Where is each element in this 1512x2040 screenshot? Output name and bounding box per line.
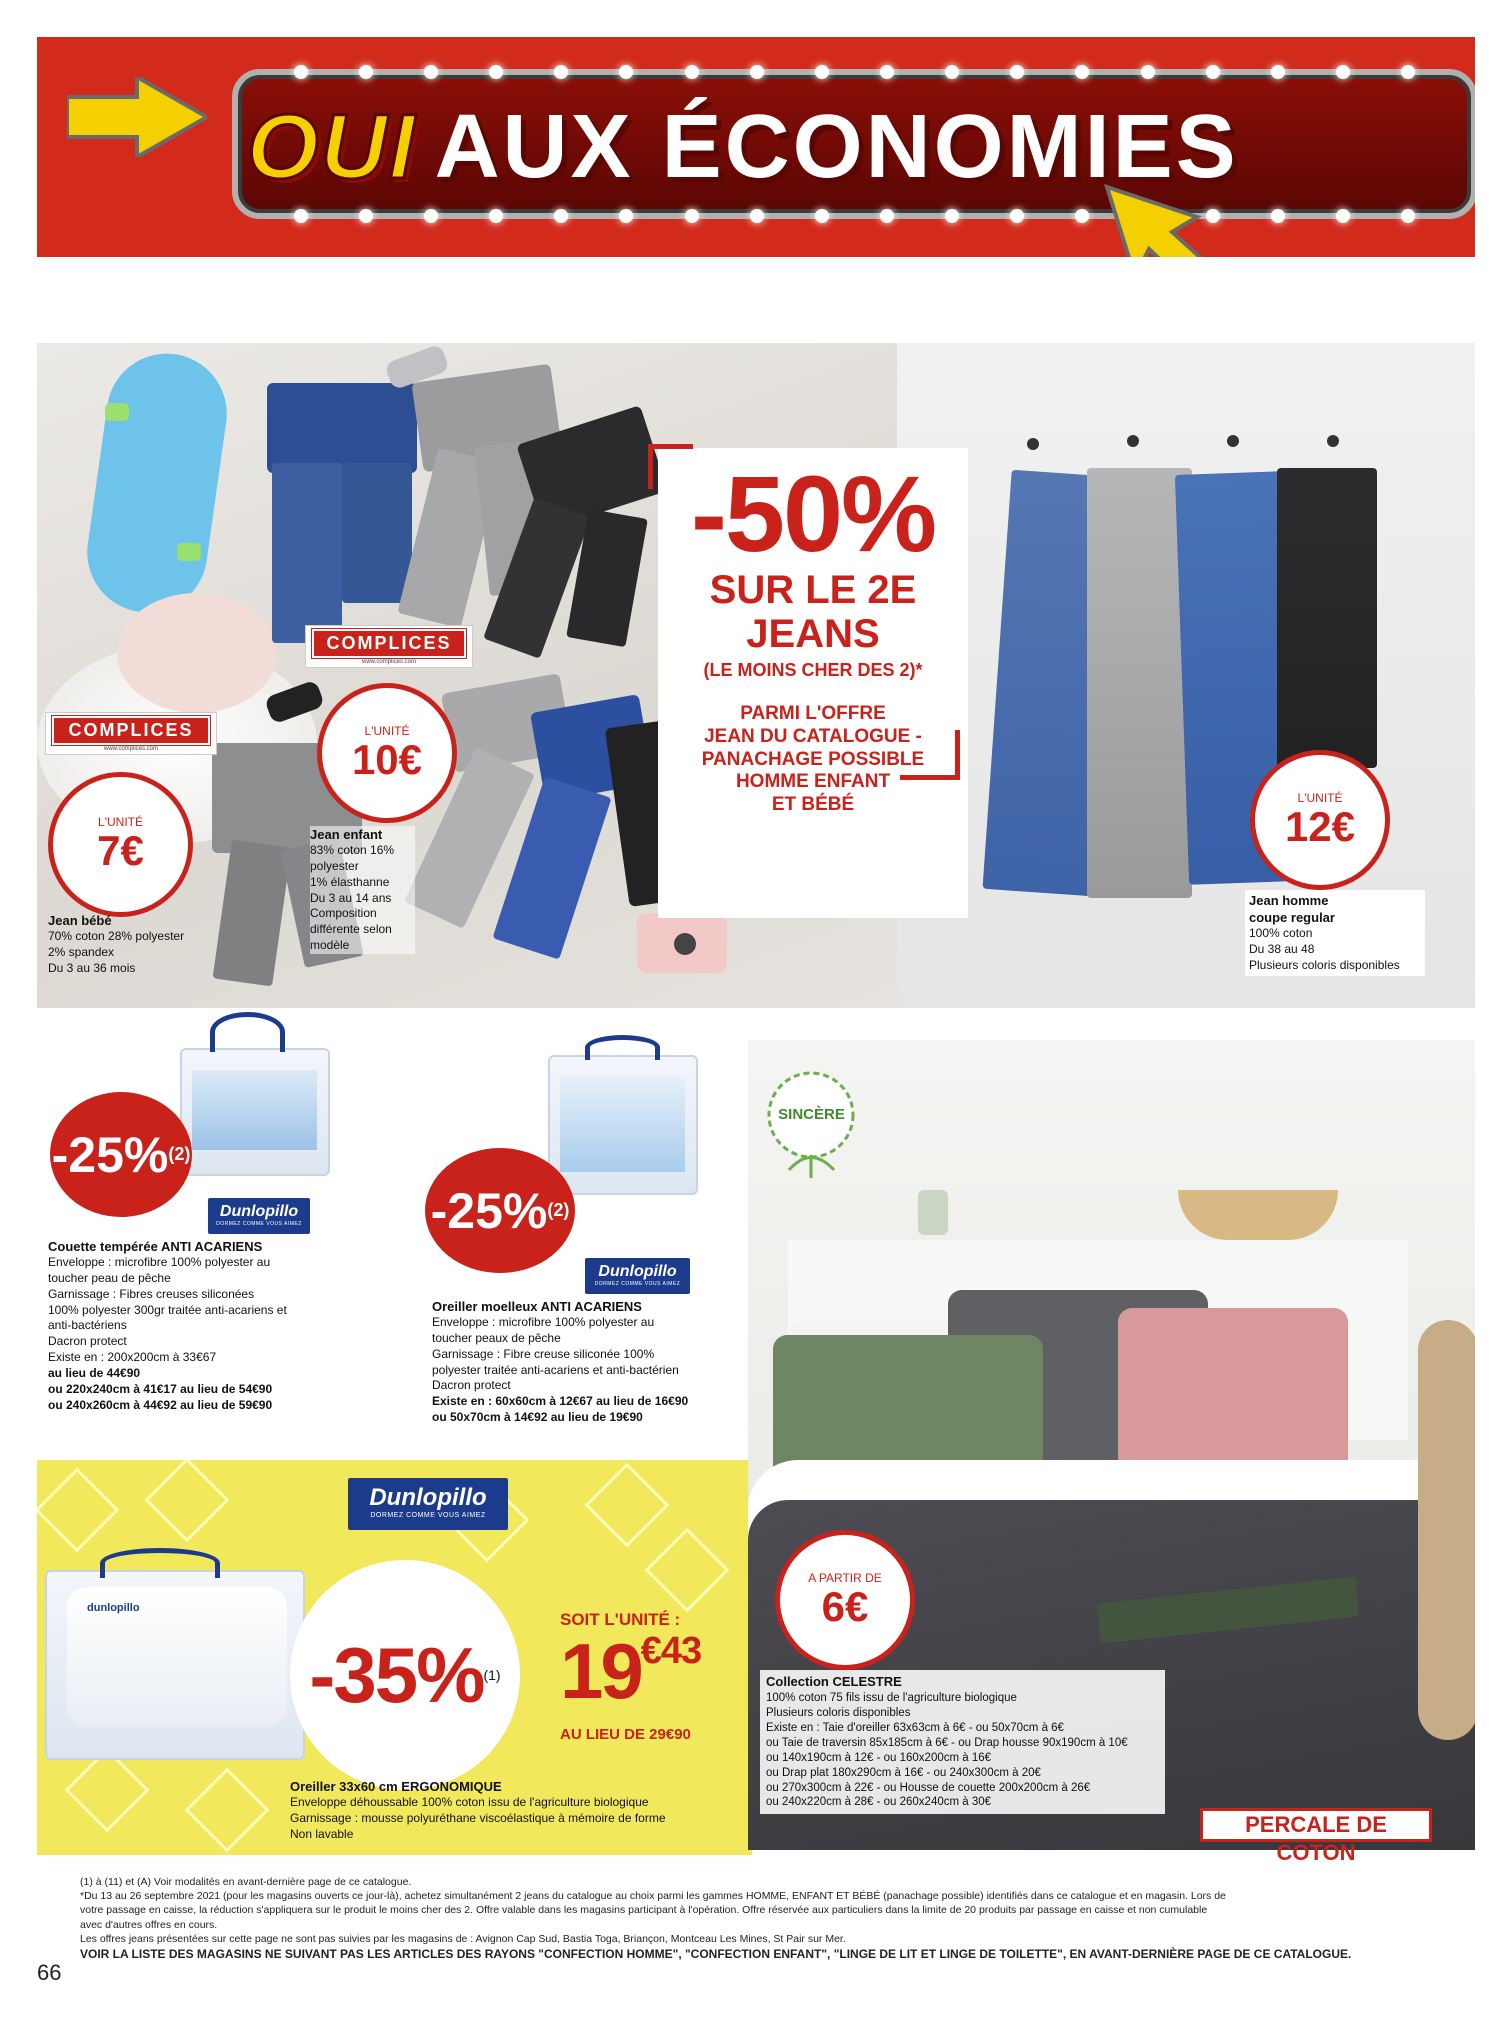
package-brand: dunlopillo [87, 1602, 140, 1614]
unit-price-label: SOIT L'UNITÉ : [560, 1610, 681, 1629]
package-label [560, 1077, 685, 1172]
couette-package-image [180, 1048, 330, 1176]
bag-handle-shape [100, 1548, 220, 1578]
arrow-icon [185, 1768, 270, 1853]
arrow-icon [585, 1463, 670, 1548]
plant-pot-image [918, 1190, 948, 1235]
plush-toy-image [117, 593, 277, 713]
percale-label: PERCALE DE COTON [1200, 1808, 1432, 1842]
footer-legal: (1) à (11) et (A) Voir modalités en avant-dernière page de ce catalogue. *Du 13 au 26 septembre 2021 (pour les magasins ouverts ce jour-là), achetez simultanément 2 jeans du catalogue au choix parmi les gammes HOMME, ENFANT ET BÉBÉ (panachage possible) identifiés dans ce catalogue et en magasin. Lors de votre passage en caisse, la réduction s'appliquera sur le produit le moins cher des 2. Offre valable dans les magasins participant à l'opération. Offre réservée aux particuliers dans la limite de 20 produits par passage en caisse et non cumulable avec d'autres offres en cours. Les offres jeans présentées sur cette page ne sont pas suivies par les magasins de : Avignon Cap Sud, Bastia Toga, Briançon, Montceau Les Mines, St Pair sur Mer. VOIR LA LISTE DES MAGASINS NE SUIVANT PAS LES ARTICLES DES RAYONS "CONFECTION HOMME", "CONFECTION ENFANT", "LINGE DE LIT ET LINGE DE TOILETTE", EN AVANT-DERNIÈRE PAGE DE CE CATALOGUE. [80, 1875, 1475, 1962]
jean-leg [272, 463, 342, 643]
dunlopillo-logo: Dunlopillo DORMEZ COMME VOUS AIMEZ [348, 1478, 508, 1530]
jean-enfant-description: Jean enfant 83% coton 16% polyester 1% élasthanne Du 3 au 14 ans Composition différente selon modèle [310, 826, 415, 954]
bulb-row [238, 65, 1471, 79]
basket-image [1178, 1190, 1338, 1240]
package-label [192, 1070, 317, 1150]
price-badge-bebe: L'UNITÉ 7€ [48, 772, 193, 917]
hook-icon [1027, 438, 1039, 450]
arrow-icon [145, 1460, 230, 1542]
original-price: AU LIEU DE 29€90 [560, 1726, 691, 1743]
arrow-icon [37, 1468, 119, 1553]
store-list-notice: VOIR LA LISTE DES MAGASINS NE SUIVANT PAS LES ARTICLES DES RAYONS "CONFECTION HOMME", "CONFECTION ENFANT", "LINGE DE LIT ET LINGE DE TOILETTE", EN AVANT-DERNIÈRE PAGE DE CE CATALOGUE. [80, 1946, 1352, 1961]
banner-title [247, 87, 1239, 207]
arrow-icon [67, 77, 207, 157]
hook-icon [1227, 435, 1239, 447]
oreiller-package-image [548, 1055, 698, 1195]
wheel-shape [105, 403, 129, 421]
couette-description: Couette tempérée ANTI ACARIENS Enveloppe : microfibre 100% polyester au toucher peau de pêche Garnissage : Fibres creuses siliconées 100% polyester 300gr traitée anti-acariens et anti-bactériens Dacron protect Existe en : 200x200cm à 33€67 au lieu de 44€90 ou 220x240cm à 41€17 au lieu de 54€90 ou 240x260cm à 44€92 au lieu de 59€90 [48, 1239, 287, 1412]
hook-icon [1127, 435, 1139, 447]
skateboard-image [79, 346, 234, 620]
bag-handle-shape [585, 1035, 660, 1060]
ergo-pillow-package-image [45, 1570, 305, 1760]
promo-condition: PARMI L'OFFRE JEAN DU CATALOGUE - PANACHAGE POSSIBLE HOMME ENFANT ET BÉBÉ [701, 703, 925, 816]
price-badge-celestre: A PARTIR DE 6€ [775, 1530, 915, 1670]
speaker-icon [674, 933, 696, 955]
dunlopillo-logo: Dunlopillo DORMEZ COMME VOUS AIMEZ [585, 1258, 690, 1294]
sincere-badge: SINCÈRE [754, 1060, 869, 1180]
complices-logo: COMPLICES www.complices.com [45, 712, 217, 755]
unit-price: $19^{€43}$ [560, 1627, 702, 1715]
wheel-shape [177, 543, 201, 561]
page-number: 66 [37, 1960, 62, 1985]
promo-line: (LE MOINS CHER DES 2)* [703, 660, 923, 680]
promo-line: JEANS [746, 612, 880, 656]
price-badge-homme: L'UNITÉ 12€ [1250, 750, 1390, 890]
discount-badge-oreiller: -25% (2) [425, 1148, 575, 1273]
price-badge-enfant: L'UNITÉ 10€ [317, 683, 457, 823]
header-banner [37, 37, 1475, 257]
jean-bebe-description: Jean bébé 70% coton 28% polyester 2% spandex Du 3 au 36 mois [48, 913, 185, 975]
celestre-description: Collection CELESTRE 100% coton 75 fils issu de l'agriculture biologique Plusieurs coloris disponibles Existe en : Taie d'oreiller 63x63cm à 6€ - ou 50x70cm à 6€ ou Taie de traversin 85x185cm à 6€ - ou Drap housse 90x190cm à 10€ ou 140x190cm à 12€ - ou 160x200cm à 16€ ou Drap plat 180x290cm à 16€ - ou 240x300cm à 20€ ou 270x300cm à 22€ - ou Housse de couette 200x200cm à 26€ ou 240x220cm à 28€ - ou 260x240cm à 30€ [760, 1670, 1165, 1814]
oreiller-description: Oreiller moelleux ANTI ACARIENS Enveloppe : microfibre 100% polyester au toucher peaux de pêche Garnissage : Fibre creuse siliconée 100% polyester traitée anti-acariens et anti-bactérien Dacron protect Existe en : 60x60cm à 12€67 au lieu de 16€90 ou 50x70cm à 14€92 au lieu de 19€90 [432, 1299, 689, 1425]
promo-percent: -50% [690, 453, 936, 574]
discount-badge-ergo: -35% (1) [290, 1560, 520, 1790]
arrow-icon [645, 1528, 730, 1613]
banner-oui: OUI [247, 95, 417, 198]
promo-jeans [658, 453, 968, 817]
arrow-icon [65, 1748, 150, 1833]
promo-line: SUR LE 2E [709, 568, 917, 612]
hook-icon [1327, 435, 1339, 447]
men-jean-black-image [1277, 468, 1377, 768]
arrow-icon [1097, 177, 1227, 257]
vase-image [1418, 1320, 1475, 1740]
dunlopillo-logo: Dunlopillo DORMEZ COMME VOUS AIMEZ [208, 1198, 310, 1234]
banner-aux-economies: AUX ÉCONOMIES [434, 96, 1239, 197]
complices-logo: COMPLICES www.complices.com [305, 625, 473, 668]
discount-badge-couette: -25% (2) [50, 1092, 192, 1217]
jean-leg [213, 840, 292, 987]
jean-homme-description: Jean homme coupe regular 100% coton Du 38 au 48 Plusieurs coloris disponibles [1245, 890, 1425, 976]
blue-jean-image [267, 383, 417, 473]
bulb-row [238, 209, 1471, 223]
bag-handle-shape [210, 1012, 285, 1052]
jean-leg [342, 463, 412, 603]
ergo-description: Oreiller 33x60 cm ERGONOMIQUE Enveloppe déhoussable 100% coton issu de l'agriculture biologique Garnissage : mousse polyuréthane viscoélastique à mémoire de forme Non lavable [290, 1779, 666, 1841]
